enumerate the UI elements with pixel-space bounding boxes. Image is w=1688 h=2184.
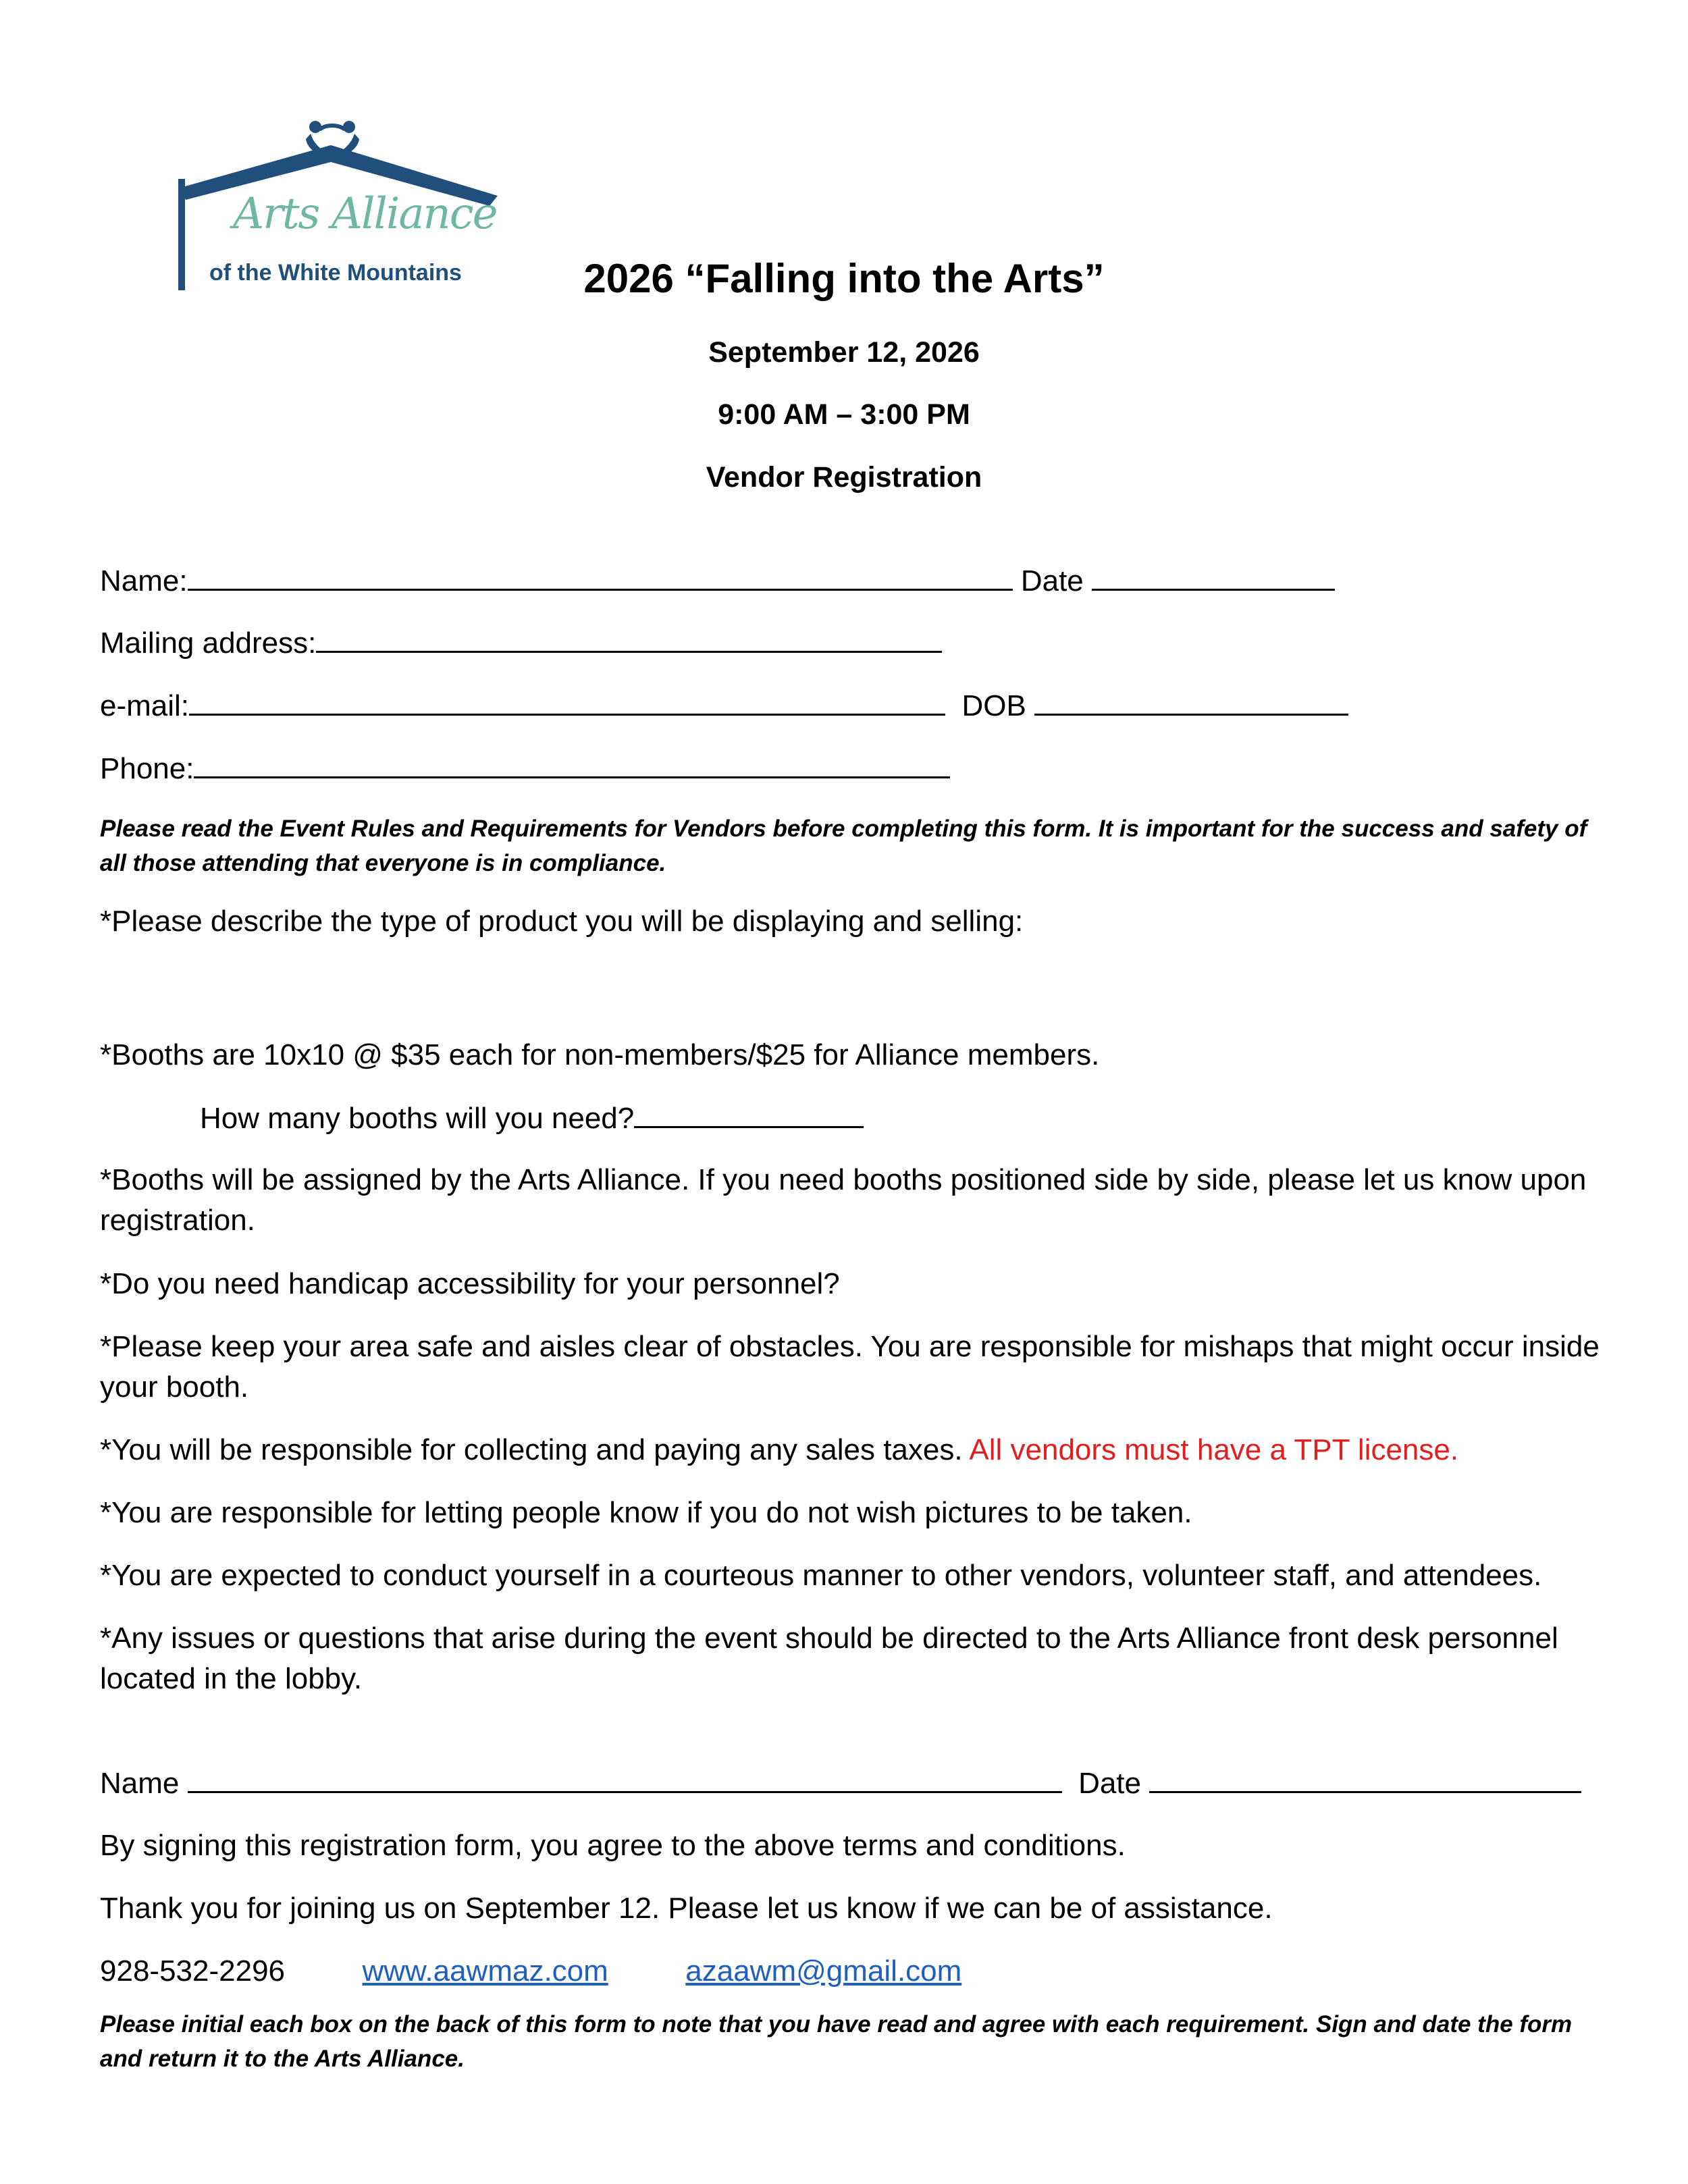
logo-subtitle: of the White Mountains <box>209 260 462 286</box>
email-dob-row <box>100 685 1348 726</box>
describe-product-text: *Please describe the type of product you will be displaying and selling: <box>100 905 1024 938</box>
booths-price-text: *Booths are 10x10 @ $35 each for non-members/$25 for Alliance members. <box>100 1038 1100 1071</box>
safety-text: *Please keep your area safe and aisles clear of obstacles. You are responsible for mishaps that might occur inside your booth. <box>100 1330 1600 1404</box>
handicap-text: *Do you need handicap accessibility for your personnel? <box>100 1267 840 1300</box>
name-label: Name: <box>100 564 188 597</box>
signature-date-field[interactable] <box>1149 1763 1581 1793</box>
logo-script-text: Arts Alliance <box>233 189 497 239</box>
phone-label: Phone: <box>100 752 194 785</box>
booths-question-row <box>200 1098 864 1139</box>
email-label: e-mail: <box>100 689 190 722</box>
contact-row <box>100 1951 961 1992</box>
issues-text: *Any issues or questions that arise during the event should be directed to the Arts Alliance front desk personnel located in the lobby. <box>100 1622 1558 1695</box>
signature-row <box>100 1763 1581 1804</box>
pictures-text: *You are responsible for letting people know if you do not wish pictures to be taken. <box>100 1496 1192 1529</box>
date-field[interactable] <box>1092 560 1335 591</box>
email-field[interactable] <box>189 685 945 716</box>
email-link[interactable]: azaawm@gmail.com <box>685 1954 962 1988</box>
booths-count-field[interactable] <box>634 1098 864 1128</box>
phone-field[interactable] <box>194 748 950 778</box>
event-date: September 12, 2026 <box>708 336 980 369</box>
dob-field[interactable] <box>1034 685 1348 716</box>
signature-name-label: Name <box>100 1767 180 1800</box>
footer-instructions: Please initial each box on the back of this form to note that you have read and agree with each requirement. Sign and date the form and return it to the Arts Alliance. <box>100 2011 1573 2072</box>
thanks-text: Thank you for joining us on September 12. Please let us know if we can be of assistance. <box>100 1892 1273 1925</box>
signature-date-label: Date <box>1078 1767 1142 1800</box>
phone-row <box>100 748 950 789</box>
taxes-row <box>100 1430 1606 1470</box>
taxes-text: *You will be responsible for collecting and paying any sales taxes. <box>100 1433 963 1466</box>
form-title: Vendor Registration <box>706 461 982 494</box>
tpt-license-warning: All vendors must have a TPT license. <box>969 1433 1459 1466</box>
signature-name-field[interactable] <box>188 1763 1062 1793</box>
agree-text: By signing this registration form, you agree to the above terms and conditions. <box>100 1829 1126 1862</box>
courteous-text: *You are expected to conduct yourself in a courteous manner to other vendors, volunteer staff, and attendees. <box>100 1559 1542 1592</box>
date-label: Date <box>1020 564 1084 597</box>
event-time: 9:00 AM – 3:00 PM <box>718 398 970 431</box>
event-title: 2026 “Falling into the Arts” <box>583 256 1105 301</box>
booths-question: How many booths will you need? <box>200 1102 635 1135</box>
mailing-label: Mailing address: <box>100 627 317 660</box>
rules-notice: Please read the Event Rules and Requirements for Vendors before completing this form. It is important for the success and safety of all those attending that everyone is in compliance. <box>100 816 1587 876</box>
contact-phone: 928-532-2296 <box>100 1954 286 1988</box>
booths-assigned-text: *Booths will be assigned by the Arts Alliance. If you need booths positioned side by side, please let us know upon registration. <box>100 1163 1587 1237</box>
name-date-row <box>100 560 1335 602</box>
mailing-row <box>100 622 942 664</box>
dob-label: DOB <box>961 689 1026 722</box>
website-link[interactable]: www.aawmaz.com <box>362 1954 608 1988</box>
mailing-field[interactable] <box>316 622 942 653</box>
name-field[interactable] <box>188 560 1013 591</box>
